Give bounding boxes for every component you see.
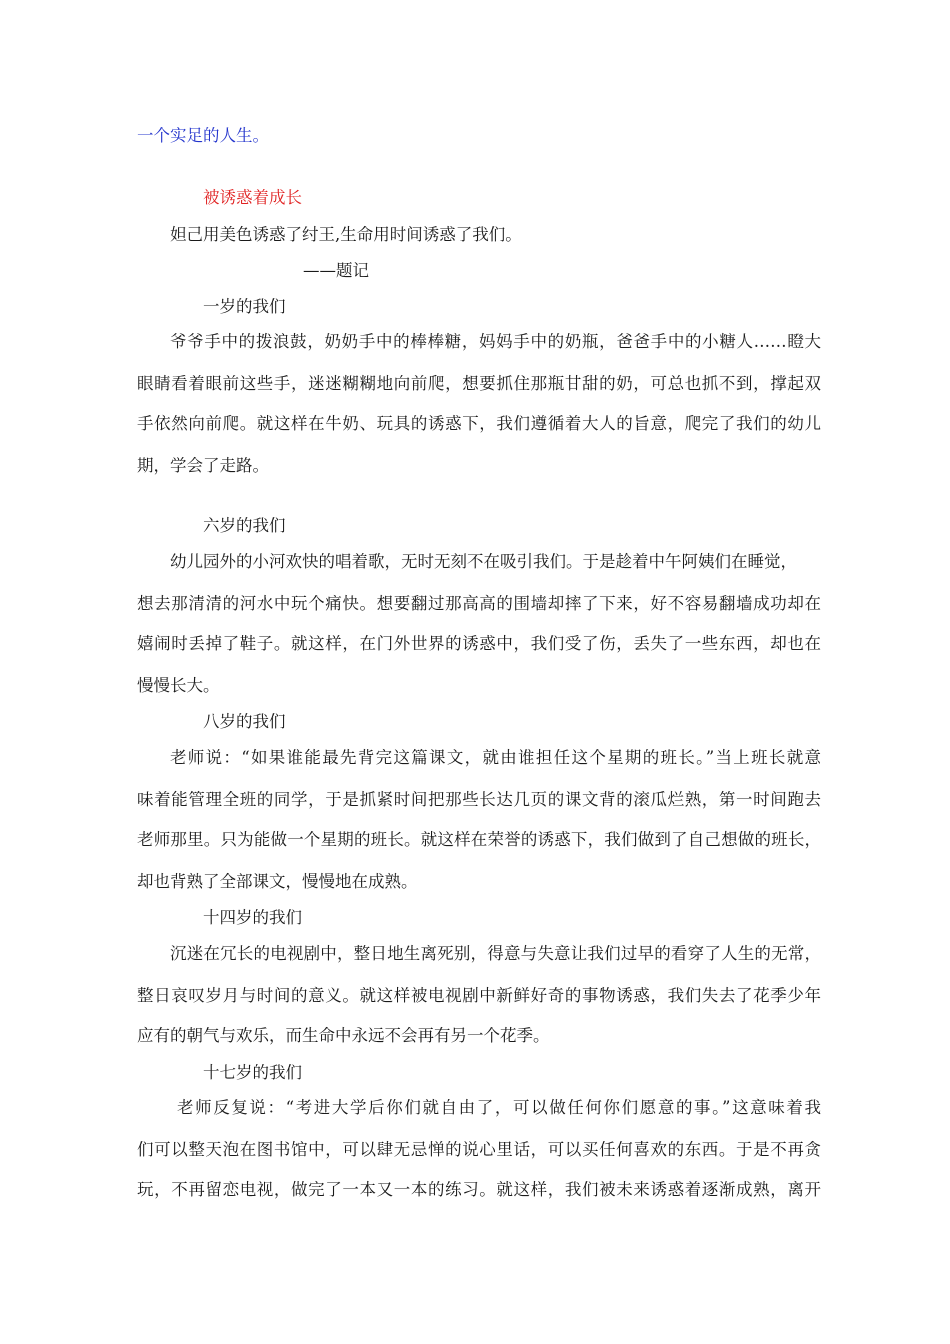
paragraph-line: 老师反复说：“考进大学后你们就自由了，可以做任何你们愿意的事。”这意味着我 <box>177 1098 821 1117</box>
section-heading: 一岁的我们 <box>203 297 286 316</box>
paragraph-line: 却也背熟了全部课文，慢慢地在成熟。 <box>137 872 418 891</box>
section-heading: 十七岁的我们 <box>203 1063 302 1082</box>
paragraph-line: 应有的朝气与欢乐，而生命中永远不会再有另一个花季。 <box>137 1026 550 1045</box>
paragraph-line: 老师说：“如果谁能最先背完这篇课文，就由谁担任这个星期的班长。”当上班长就意 <box>170 748 821 767</box>
paragraph-line: 爷爷手中的拨浪鼓，奶奶手中的棒棒糖，妈妈手中的奶瓶，爸爸手中的小糖人……瞪大 <box>170 332 821 351</box>
paragraph-line: 们可以整天泡在图书馆中，可以肆无忌惮的说心里话，可以买任何喜欢的东西。于是不再贪 <box>137 1140 821 1159</box>
essay-title: 被诱惑着成长 <box>203 188 302 207</box>
paragraph-line: 慢慢长大。 <box>137 676 220 695</box>
section-heading: 六岁的我们 <box>203 516 286 535</box>
section-heading: 十四岁的我们 <box>203 908 302 927</box>
paragraph-line: 嬉闹时丢掉了鞋子。就这样，在门外世界的诱惑中，我们受了伤，丢失了一些东西，却也在 <box>137 634 821 653</box>
paragraph-line: 玩，不再留恋电视，做完了一本又一本的练习。就这样，我们被未来诱惑着逐渐成熟，离开 <box>137 1180 821 1199</box>
paragraph-line: 整日哀叹岁月与时间的意义。就这样被电视剧中新鲜好奇的事物诱惑，我们失去了花季少年 <box>137 986 821 1005</box>
paragraph-line: 眼睛看着眼前这些手，迷迷糊糊地向前爬，想要抓住那瓶甘甜的奶，可总也抓不到，撑起双 <box>137 374 821 393</box>
paragraph-line: 手依然向前爬。就这样在牛奶、玩具的诱惑下，我们遵循着大人的旨意，爬完了我们的幼儿 <box>137 414 821 433</box>
paragraph-line: 幼儿园外的小河欢快的唱着歌，无时无刻不在吸引我们。于是趁着中午阿姨们在睡觉， <box>170 552 797 571</box>
paragraph-line: 期，学会了走路。 <box>137 456 269 475</box>
paragraph-line: 想去那清清的河水中玩个痛快。想要翻过那高高的围墙却摔了下来，好不容易翻墙成功却在 <box>137 594 821 613</box>
paragraph-line: 味着能管理全班的同学，于是抓紧时间把那些长达几页的课文背的滚瓜烂熟，第一时间跑去 <box>137 790 821 809</box>
epigraph: 妲己用美色诱惑了纣王,生命用时间诱惑了我们。 <box>170 225 522 244</box>
paragraph-line: 沉迷在冗长的电视剧中，整日地生离死别，得意与失意让我们过早的看穿了人生的无常， <box>170 944 821 963</box>
section-heading: 八岁的我们 <box>203 712 286 731</box>
epigraph-source: ——题记 <box>303 261 369 280</box>
carryover-text: 一个实足的人生。 <box>137 126 269 145</box>
paragraph-line: 老师那里。只为能做一个星期的班长。就这样在荣誉的诱惑下，我们做到了自己想做的班长， <box>137 830 821 849</box>
